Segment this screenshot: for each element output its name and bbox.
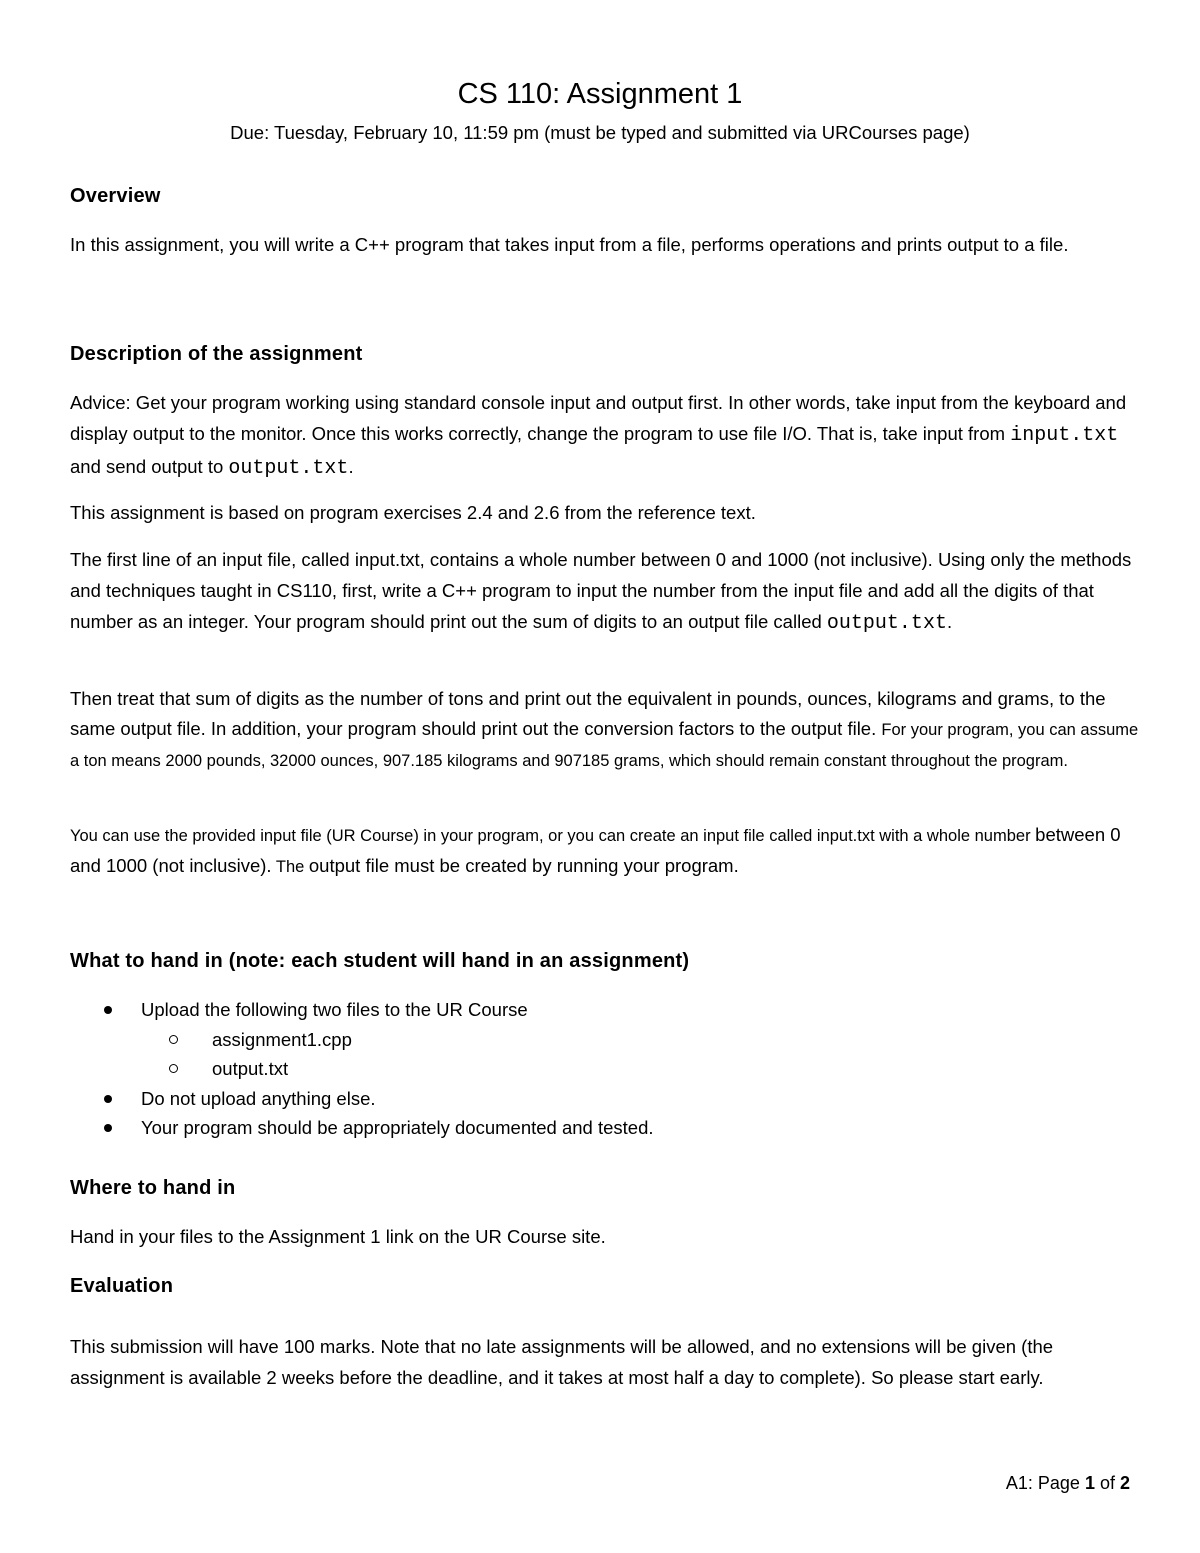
first-line-text-2: . <box>946 611 953 632</box>
due-date-line: Due: Tuesday, February 10, 11:59 pm (must be typed and submitted via URCourses page) <box>230 122 970 143</box>
provided-text-2: The <box>271 858 309 876</box>
provided-output-text: output file must be created by running your program. <box>308 855 739 876</box>
based-on-paragraph: This assignment is based on program exercises 2.4 and 2.6 from the reference text. <box>70 502 756 523</box>
list-item <box>141 1054 654 1084</box>
provided-file-paragraph <box>70 820 1140 882</box>
hollow-bullet-icon <box>169 1064 178 1073</box>
current-page: 1 <box>1084 1473 1095 1493</box>
output-file-name-2: output.txt <box>826 612 947 635</box>
list-item <box>70 995 654 1084</box>
hand-in-files-list <box>141 1025 654 1084</box>
conversion-paragraph <box>70 684 1140 776</box>
list-item-label: Do not upload anything else. <box>141 1087 376 1109</box>
hand-in-list <box>70 995 654 1143</box>
conversion-text: Then treat that sum of digits as the number of tons and print out the equivalent in pounds, ounces, kilograms and grams, to the same output file. In addition, your program should print out the conversion factors to the output file. <box>70 688 1106 739</box>
input-file-name: input.txt <box>1010 424 1119 447</box>
list-item-label: Upload the following two files to the UR Course <box>141 999 528 1020</box>
page-of: of <box>1094 1473 1120 1493</box>
first-line-paragraph <box>70 544 1140 639</box>
evaluation-heading: Evaluation <box>70 1275 174 1297</box>
first-line-text: The first line of an input file, called input.txt, contains a whole number between 0 and 1000 (not inclusive). Using only the methods and techniques taught in CS110, first, write a C++ program to input the number from the input file and add all the digits of that number as an integer. Your program should print out the sum of digits to an output file called <box>70 549 1132 632</box>
overview-text: In this assignment, you will write a C++ program that takes input from a file, performs operations and prints output to a file. <box>70 234 1069 255</box>
list-item-label: Your program should be appropriately documented and tested. <box>141 1117 654 1138</box>
advice-text: Advice: Get your program working using standard console input and output first. In other words, take input from the keyboard and display output to the monitor. Once this works correctly, change the program to use file I/O. That is, take input from <box>70 392 1127 444</box>
description-heading: Description of the assignment <box>70 343 363 365</box>
where-heading: Where to hand in <box>70 1177 236 1199</box>
advice-paragraph <box>70 387 1140 484</box>
provided-range-text: between 0 and 1000 (not inclusive). <box>70 824 1121 876</box>
page-prefix: A1: Page <box>1005 1473 1085 1493</box>
file-name: output.txt <box>212 1058 289 1079</box>
page-number <box>1006 1469 1130 1497</box>
total-pages: 2 <box>1119 1473 1130 1493</box>
bullet-icon <box>104 1095 112 1103</box>
file-name: assignment1.cpp <box>212 1028 352 1050</box>
advice-text-3: . <box>348 456 354 477</box>
bullet-icon <box>104 1124 112 1132</box>
hollow-bullet-icon <box>169 1035 178 1044</box>
list-item <box>70 1113 654 1143</box>
page-title: CS 110: Assignment 1 <box>457 78 743 110</box>
conversion-factors-text: For your program, you can assume a ton means 2000 pounds, 32000 ounces, 907.185 kilograms and 907185 grams, which should remain constant throughout the program. <box>70 721 1139 770</box>
evaluation-text: This submission will have 100 marks. Note that no late assignments will be allowed, and no extensions will be given (the assignment is available 2 weeks before the deadline, and it takes at most half a day to complete). So please start early. <box>70 1336 1054 1388</box>
advice-text-2: and send output to <box>70 456 229 477</box>
list-item <box>141 1025 654 1055</box>
where-text: Hand in your files to the Assignment 1 link on the UR Course site. <box>70 1226 606 1247</box>
overview-heading: Overview <box>70 185 161 207</box>
bullet-icon <box>104 1006 112 1014</box>
list-item <box>70 1084 654 1114</box>
hand-in-heading: What to hand in (note: each student will hand in an assignment) <box>70 950 690 972</box>
provided-text: You can use the provided input file (UR Course) in your program, or you can create an input file called input.txt with a whole number <box>70 827 1036 845</box>
output-file-name: output.txt <box>228 457 349 480</box>
